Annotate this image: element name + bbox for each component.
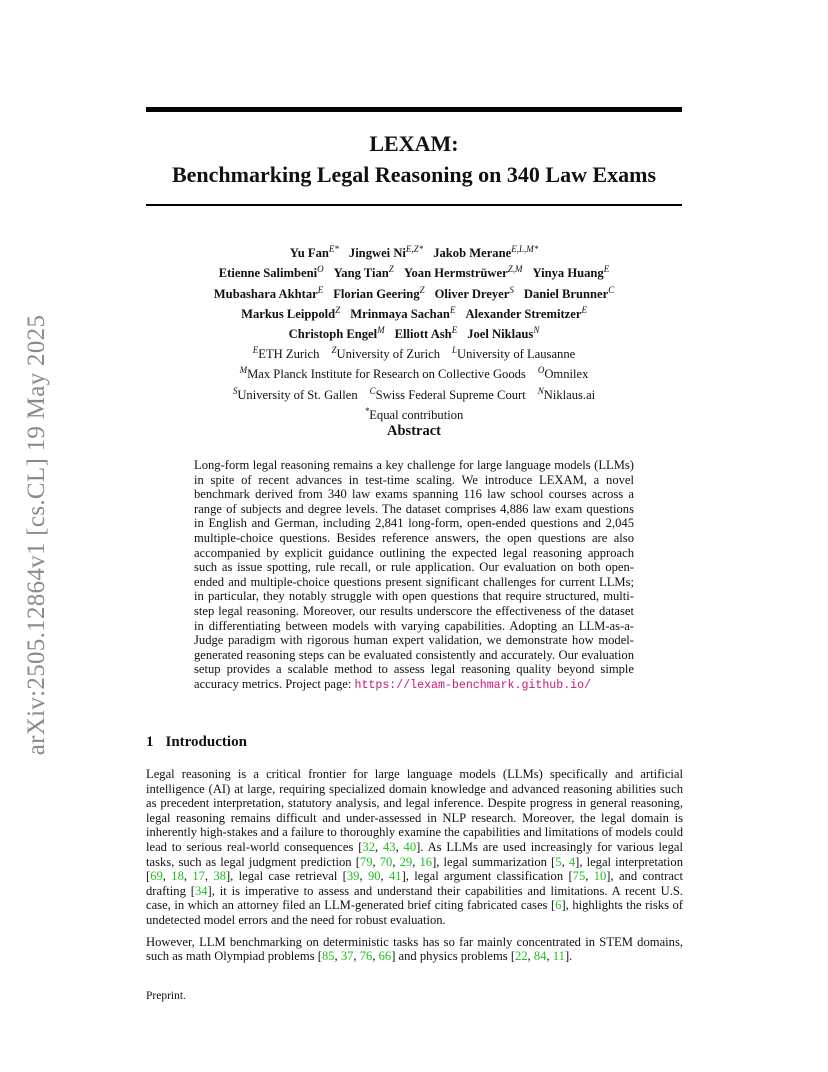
affiliation-row <box>146 342 682 362</box>
citation-link[interactable]: 76 <box>359 949 373 964</box>
affiliation-name: Swiss Federal Supreme Court <box>375 387 526 402</box>
citation-link[interactable]: 66 <box>378 949 392 964</box>
citation-link[interactable]: 32 <box>362 839 375 854</box>
author-affiliation-mark: E* <box>328 244 339 254</box>
text-run: ], legal interpretation [ <box>146 854 684 884</box>
author-affiliation-mark: E <box>317 284 324 295</box>
text-run: , <box>585 869 594 884</box>
author-name: Jingwei $Ni^{E,Z*}$ <box>348 244 424 261</box>
author-name: Jakob Merane$^{E,L,M*}$ <box>433 244 539 261</box>
text-run: , <box>546 949 553 964</box>
citation-link[interactable]: 70 <box>379 854 393 869</box>
section-number: 1 <box>146 734 154 750</box>
affiliation-name: University of St. Gallen <box>237 387 358 402</box>
title-line-2: Benchmarking Legal Reasoning on 340 Law Exams <box>171 162 657 187</box>
text-run: , <box>162 869 172 884</box>
author-name: Markus Leippold$^Z$ <box>241 304 341 321</box>
arxiv-identifier-stamp: arXiv:2505.12864v1 [cs.CL] 19 May 2025 <box>23 314 50 756</box>
text-run: ], legal argument classification [ <box>401 869 573 884</box>
text-run: Legal reasoning is a critical frontier for large language models (LLMs) specifically and artificial intelligence (AI) at large, requiring specialized domain knowledge and advanced reasoning abilities such as precedent interpretation, statutory analysis, and legal inference. Despite progress in general reasoning, legal reasoning remains difficult and under-assessed in NLP research. Moreover, the legal domain is inherently high-stakes and a failure to thoroughly examine the capabilities and limitations of models could lead to serious real-world consequences [ <box>146 767 683 854</box>
citation-link[interactable]: 69 <box>150 869 163 884</box>
affiliation-mark: M <box>239 365 248 376</box>
text-run: ]. As LLMs are used increasingly for various legal tasks, such as legal judgment prediction [ <box>146 839 684 869</box>
author-row <box>146 302 682 322</box>
citation-link[interactable]: 37 <box>340 949 354 964</box>
title-line-1 <box>146 128 682 159</box>
affiliation-row <box>146 362 682 382</box>
text-run: , <box>395 839 404 854</box>
text-run: , <box>353 949 360 964</box>
author-name: Yang Tian$^Z$ <box>333 264 394 281</box>
text-run: ], it is imperative to assess and understand their capabilities and limitations. A recent U.S. case, in which an attorney filed an LLM-generated brief citing fabricated cases [ <box>146 883 683 913</box>
author-row <box>146 322 682 342</box>
citation-link[interactable]: 10 <box>593 869 607 884</box>
citation-link[interactable]: 38 <box>213 869 226 884</box>
text-run: ], legal summarization [ <box>432 854 556 869</box>
citation-link[interactable]: 5 <box>555 854 562 869</box>
text-run: ] and physics problems [ <box>391 949 516 964</box>
intro-paragraph-1 <box>146 767 683 928</box>
affiliation-name: Omnilex <box>544 367 589 382</box>
citation-link[interactable]: 90 <box>367 869 381 884</box>
author-affiliation-mark: Z <box>388 264 394 275</box>
paper-title <box>146 128 682 190</box>
text-run: ], legal case retrieval [ <box>225 869 347 884</box>
text-run: , <box>380 869 389 884</box>
author-affiliation-mark: Z <box>419 284 425 295</box>
author-name: Alexander Stremitzer$^E$ <box>465 304 587 321</box>
affiliation <box>331 344 440 362</box>
affiliation-mark: E <box>252 344 259 355</box>
author-affiliation-mark: E,L,M* <box>511 244 539 254</box>
citation-link[interactable]: 16 <box>419 854 433 869</box>
affiliation-name: Max Planck Institute for Research on Collective Goods <box>247 367 526 382</box>
citation-link[interactable]: 75 <box>572 869 586 884</box>
author-name: Mrinmaya Sachan$^E$ <box>350 304 456 321</box>
citation-link[interactable]: 4 <box>568 854 576 869</box>
author-affiliation-mark: C <box>608 284 615 295</box>
citation-link[interactable]: 39 <box>346 869 360 884</box>
text-run: , <box>527 949 534 964</box>
author-affiliation-mark: N <box>533 324 540 335</box>
citation-link[interactable]: 6 <box>555 898 562 913</box>
author-name: Christoph Engel$^M$ <box>288 324 385 341</box>
author-row <box>146 281 682 301</box>
citation-link[interactable]: 84 <box>533 949 547 964</box>
text-run: , <box>372 949 379 964</box>
text-run: , <box>183 869 193 884</box>
affiliation-mark: * <box>364 405 370 416</box>
citation-link[interactable]: 85 <box>321 949 335 964</box>
author-name: Yoan Hermstrüwer$^{Z,M}$ <box>403 264 523 281</box>
author-name: Oliver Dreyer$^S$ <box>434 284 514 301</box>
affiliation-row <box>146 382 682 402</box>
citation-link[interactable]: 79 <box>359 854 373 869</box>
affiliation <box>369 385 526 402</box>
author-affiliation-mark: E,Z* <box>405 244 424 254</box>
introduction-body <box>146 767 683 971</box>
text-run: , <box>561 854 569 869</box>
affiliation-mark: O <box>537 365 545 376</box>
text-run: , <box>392 854 400 869</box>
citation-link[interactable]: 29 <box>399 854 413 869</box>
citation-link[interactable]: 34 <box>194 883 208 898</box>
affiliation-name: University of Zurich <box>336 347 440 362</box>
affiliation <box>252 344 320 362</box>
author-name: Elliott Ash$^E$ <box>394 324 458 341</box>
affiliation-row <box>146 403 682 423</box>
title-top-rule <box>146 107 682 112</box>
affiliation-mark: S <box>232 385 238 396</box>
author-affiliation-mark: Z,M <box>507 264 523 275</box>
affiliation <box>452 344 576 362</box>
affiliation-mark: C <box>369 385 376 396</box>
text-run: ], highlights the risks of undetected model errors and the need for robust evaluation. <box>146 898 683 927</box>
section-heading-introduction <box>146 734 682 751</box>
text-run: , <box>204 869 214 884</box>
text-run: ]. <box>564 949 573 964</box>
affiliation-name: University of Lausanne <box>457 347 576 362</box>
author-affiliation-mark: S <box>509 284 514 295</box>
text-run: , <box>334 949 341 964</box>
text-run: ], and contract drafting [ <box>146 869 684 898</box>
author-affiliation-mark: E <box>603 264 610 275</box>
abstract-text: Long-form legal reasoning remains a key challenge for large language models (LLMs) in spite of recent advances in test-time scaling. We introduce LEXAM, a novel benchmark derived from 340 law exams spanning 116 law school courses across a range of subjects and degree levels. The dataset comprises 4,886 law exam questions in English and German, including 2,841 long-form, open-ended questions and 2,045 multiple-choice questions. Besides reference answers, the open questions are also accompanied by explicit guidance outlining the expected legal reasoning approach such as issue spotting, rule recall, or rule application. Our evaluation on both open-ended and multiple-choice questions present significant challenges for current LLMs; in particular, they notably struggle with open questions that require structured, multi-step legal reasoning. Moreover, our results underscore the effectiveness of the dataset in differentiating between models with varying capabilities. Adopting an LLM-as-a-Judge paradigm with rigorous human expert validation, we demonstrate how model-generated reasoning steps can be evaluated consistently and accurately. Our evaluation setup provides a scalable method to assess legal reasoning quality beyond simple accuracy metrics. Project page: <box>194 458 634 691</box>
abstract-heading: Abstract <box>387 423 441 439</box>
author-affiliation-mark: E <box>449 304 456 315</box>
title-colon: : <box>451 131 459 156</box>
author-affiliation-mark: M <box>377 324 385 335</box>
author-affiliation-mark: E <box>451 324 458 335</box>
text-run: , <box>372 854 380 869</box>
affiliation-mark: L <box>452 344 458 355</box>
citation-link[interactable]: 22 <box>515 949 528 964</box>
citation-link[interactable]: 18 <box>171 869 184 884</box>
author-name: Florian Geering$^Z$ <box>333 284 425 301</box>
intro-paragraph-2 <box>146 935 683 964</box>
author-name: Yu Fan$^{E*}$ <box>289 244 339 261</box>
author-row <box>146 241 682 261</box>
section-title: Introduction <box>165 734 247 750</box>
preprint-footer: Preprint. <box>146 990 186 1002</box>
affiliation <box>364 405 464 422</box>
title-bottom-rule <box>146 204 682 206</box>
author-row <box>146 261 682 281</box>
text-run: However, LLM benchmarking on deterministic tasks has so far mainly concentrated in STEM domains, such as math Olympiad problems [ <box>146 934 683 964</box>
affiliation-mark: Z <box>331 344 337 355</box>
author-name: Etienne Salimbeni$^O$ <box>218 264 324 281</box>
author-affiliation-mark: O <box>317 264 324 275</box>
affiliation <box>537 385 596 402</box>
citation-link[interactable]: 43 <box>382 839 396 854</box>
citation-link[interactable]: 40 <box>403 839 417 854</box>
author-name: Joel Niklaus$^N$ <box>467 324 540 341</box>
citation-link[interactable]: 41 <box>389 869 402 884</box>
text-run: , <box>375 839 383 854</box>
project-page-link[interactable]: https://lexam-benchmark.github.io/ <box>354 678 592 692</box>
abstract-body <box>194 458 634 694</box>
citation-link[interactable]: 11 <box>552 949 565 964</box>
affiliation-name: Niklaus.ai <box>543 387 596 402</box>
affiliation <box>240 367 526 381</box>
text-run: , <box>412 854 420 869</box>
citation-link[interactable]: 17 <box>192 869 205 884</box>
title-name-smallcaps: AM <box>414 131 452 156</box>
title-name-prefix: LEX <box>369 131 415 156</box>
affiliation-name: Equal contribution <box>369 407 464 422</box>
affiliation <box>538 367 589 381</box>
author-affiliation-mark: Z <box>335 304 341 315</box>
author-affiliation-mark: E <box>581 304 587 315</box>
author-name: Yinya Huang$^E$ <box>532 264 610 281</box>
affiliation-mark: N <box>537 385 544 396</box>
author-name: Daniel Brunner$^C$ <box>523 284 615 301</box>
author-name: Mubashara Akhtar$^E$ <box>213 284 324 301</box>
author-block <box>146 241 682 423</box>
affiliation <box>232 385 358 402</box>
affiliation-name: ETH Zurich <box>258 347 320 362</box>
text-run: , <box>359 869 368 884</box>
